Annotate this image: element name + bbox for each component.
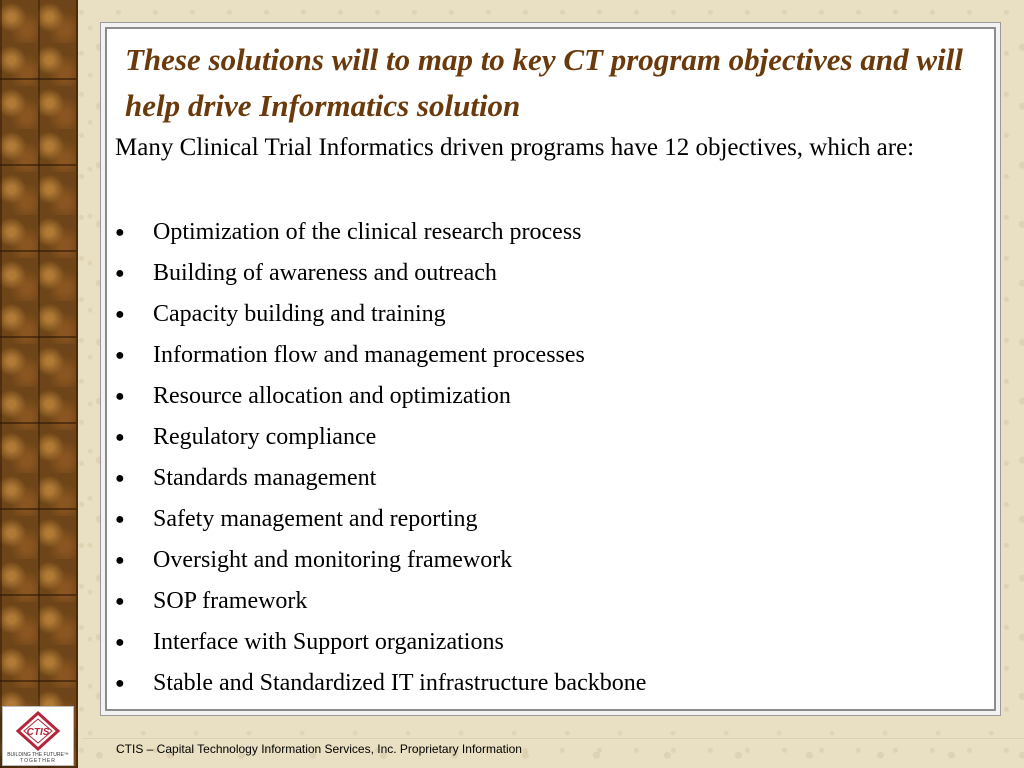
- slide-content-frame: [100, 22, 1001, 716]
- slide-title: These solutions will to map to key CT program objectives and will help drive Informatics solution: [125, 42, 963, 123]
- list-item-text: Information flow and management processes: [153, 342, 585, 368]
- bullet-icon: ●: [115, 675, 125, 692]
- bullet-icon: ●: [115, 634, 125, 651]
- bullet-icon: ●: [115, 552, 125, 569]
- list-item: [115, 417, 985, 458]
- bullet-icon: ●: [115, 265, 125, 282]
- logo-tagline: BUILDING THE FUTURE™: [7, 752, 69, 758]
- list-item: [115, 376, 985, 417]
- ctis-logo-mark-icon: [3, 707, 73, 765]
- list-item-text: Safety management and reporting: [153, 506, 478, 532]
- list-item-text: Capacity building and training: [153, 301, 446, 327]
- bullet-icon: ●: [115, 224, 125, 241]
- list-item-text: Standards management: [153, 465, 377, 491]
- bullet-icon: ●: [115, 306, 125, 323]
- list-item: [115, 458, 985, 499]
- list-item-text: Interface with Support organizations: [153, 629, 504, 655]
- intro-paragraph: Many Clinical Trial Informatics driven programs have 12 objectives, which are:: [115, 134, 915, 161]
- list-item: [115, 581, 985, 622]
- list-item-text: Resource allocation and optimization: [153, 383, 511, 409]
- bullet-icon: ●: [115, 347, 125, 364]
- logo-tagline-2: TOGETHER: [20, 758, 56, 764]
- list-item-text: SOP framework: [153, 588, 308, 614]
- list-item: [115, 499, 985, 540]
- list-item-text: Building of awareness and outreach: [153, 260, 497, 286]
- bullet-icon: ●: [115, 429, 125, 446]
- bullet-icon: ●: [115, 511, 125, 528]
- list-item: [115, 663, 985, 704]
- decorative-wood-strip: [0, 0, 78, 768]
- bullet-icon: ●: [115, 388, 125, 405]
- list-item-text: Optimization of the clinical research process: [153, 219, 582, 245]
- list-item: [115, 335, 985, 376]
- ctis-logo: [2, 706, 74, 766]
- list-item: [115, 212, 985, 253]
- objectives-list: [115, 212, 985, 704]
- bullet-icon: ●: [115, 593, 125, 610]
- list-item: [115, 253, 985, 294]
- list-item-text: Oversight and monitoring framework: [153, 547, 513, 573]
- list-item: [115, 622, 985, 663]
- list-item: [115, 540, 985, 581]
- list-item: [115, 294, 985, 335]
- bullet-icon: ●: [115, 470, 125, 487]
- footer-proprietary-text: CTIS – Capital Technology Information Services, Inc. Proprietary Information: [116, 742, 522, 756]
- logo-name: CTIS: [26, 727, 50, 738]
- list-item-text: Stable and Standardized IT infrastructure backbone: [153, 670, 647, 696]
- list-item-text: Regulatory compliance: [153, 424, 377, 450]
- slide-content-panel: [105, 27, 996, 711]
- footer-divider: [82, 738, 1024, 739]
